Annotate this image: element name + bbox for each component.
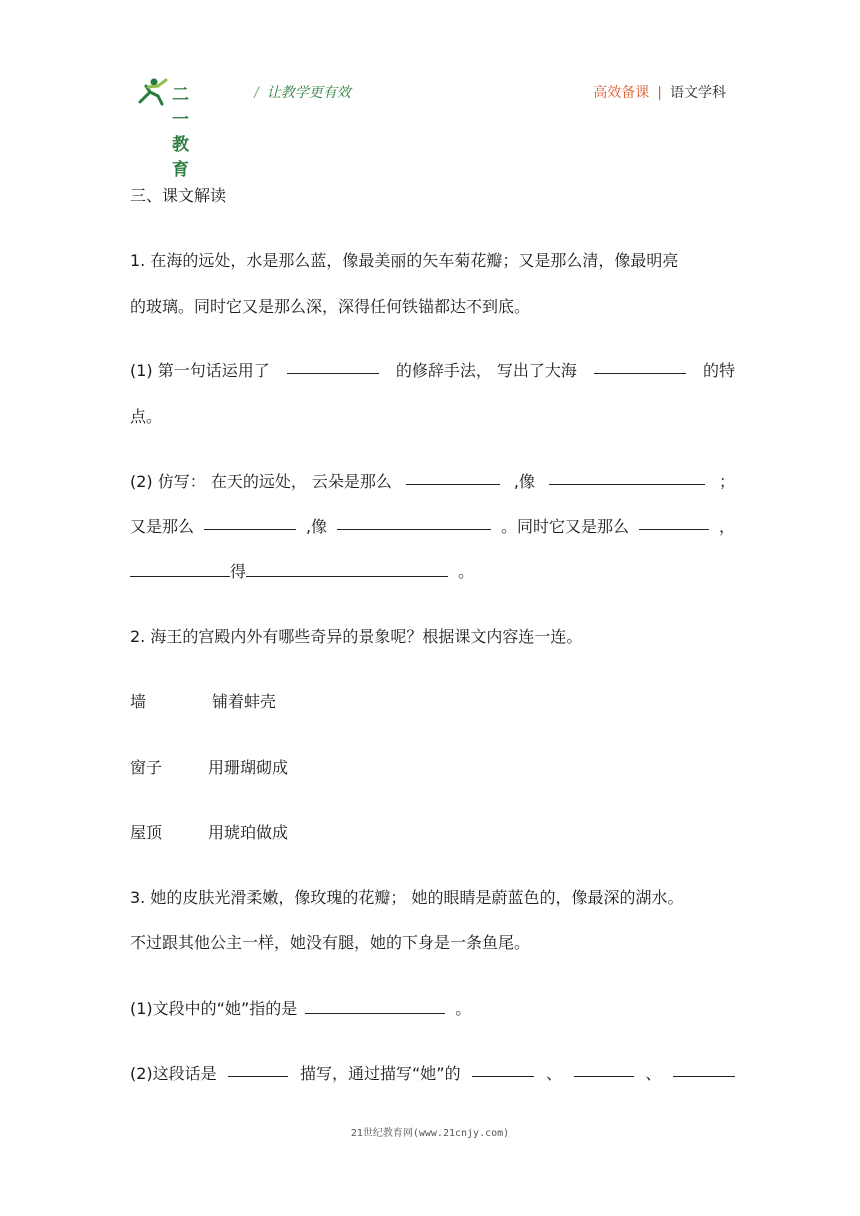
q3-line1: 3. 她的皮肤光滑柔嫩，像玫瑰的花瓣； 她的眼睛是蔚蓝色的，像最深的湖水。 [130,888,684,907]
answer-blank[interactable] [594,358,686,374]
q1-2-line3 [130,559,474,582]
q1-1-text-c: 的特 [702,361,735,380]
match-row [130,689,276,712]
answer-blank[interactable] [204,514,296,530]
header-separator: | [657,85,662,101]
q1-1-line2: 点。 [130,407,163,426]
q1-2-text-g: ， [718,517,735,536]
answer-blank[interactable] [472,1061,534,1077]
match-right-item: 铺着蚌壳 [212,692,277,711]
answer-blank[interactable] [228,1061,288,1077]
runner-logo-icon [136,74,170,108]
answer-blank[interactable] [287,358,379,374]
q1-1-text-b: 的修辞手法， 写出了大海 [395,361,577,380]
logo-text: 二一教育 [172,85,190,180]
q3-2-text-c: 、 [545,1064,562,1083]
q1-1-line1 [130,358,735,381]
q1-2-text-d: 又是那么 [130,517,195,536]
q3-line2: 不过跟其他公主一样，她没有腿，她的下身是一条鱼尾。 [130,933,531,952]
q1-2-text-b: ,像 [513,472,535,491]
match-right-item: 用珊瑚砌成 [208,758,289,777]
q1-2-text-h: 得 [230,562,247,581]
match-left-item: 窗子 [130,758,163,777]
header-tag-subject: 语文学科 [670,85,726,101]
answer-blank[interactable] [574,1061,634,1077]
q1-2-text-c: ； [718,472,735,491]
answer-blank[interactable] [337,514,491,530]
q3-2-text-d: 、 [645,1064,662,1083]
section-title: 三、课文解读 [130,186,227,205]
q1-1-text-a: (1) 第一句话运用了 [130,361,270,380]
q1-2-text-f: 。同时它又是那么 [500,517,629,536]
q1-2-line2 [130,514,735,537]
q3-1-line [130,996,471,1019]
q1-line2: 的玻璃。同时它又是那么深，深得任何铁锚都达不到底。 [130,297,531,316]
slogan-text: 让教学更有效 [266,85,351,101]
q1-2-text-i: 。 [458,562,475,581]
q3-2-text-b: 描写，通过描写“她”的 [300,1064,461,1083]
match-left-item: 屋顶 [130,823,163,842]
answer-blank[interactable] [673,1061,735,1077]
header-right [593,82,726,102]
q1-2-text-a: (2) 仿写： 在天的远处， 云朵是那么 [130,472,392,491]
answer-blank[interactable] [130,561,230,577]
q3-1-text-b: 。 [455,999,472,1018]
answer-blank[interactable] [639,514,709,530]
match-row [130,755,288,778]
header-tag-prep: 高效备课 [593,85,650,101]
q1-line1: 1. 在海的远处，水是那么蓝，像最美丽的矢车菊花瓣；又是那么清，像最明亮 [130,251,679,270]
answer-blank[interactable] [246,561,448,577]
q1-2-text-e: ,像 [305,517,328,536]
page-footer: 21世纪教育网(www.21cnjy.com) [350,1128,510,1139]
q3-2-text-a: (2)这段话是 [130,1064,217,1083]
answer-blank[interactable] [549,469,705,485]
q3-2-line [130,1061,735,1084]
q3-1-text-a: (1)文段中的“她”指的是 [130,999,298,1018]
page-header [136,74,726,180]
match-row [130,820,288,843]
match-right-item: 用琥珀做成 [208,823,289,842]
answer-blank[interactable] [305,998,445,1014]
answer-blank[interactable] [406,469,500,485]
q1-2-line1 [130,469,735,492]
match-left-item: 墙 [130,692,147,711]
q2-text: 2. 海王的宫殿内外有哪些奇异的景象呢？根据课文内容连一连。 [130,627,583,646]
slogan: / 让教学更有效 [254,85,351,101]
